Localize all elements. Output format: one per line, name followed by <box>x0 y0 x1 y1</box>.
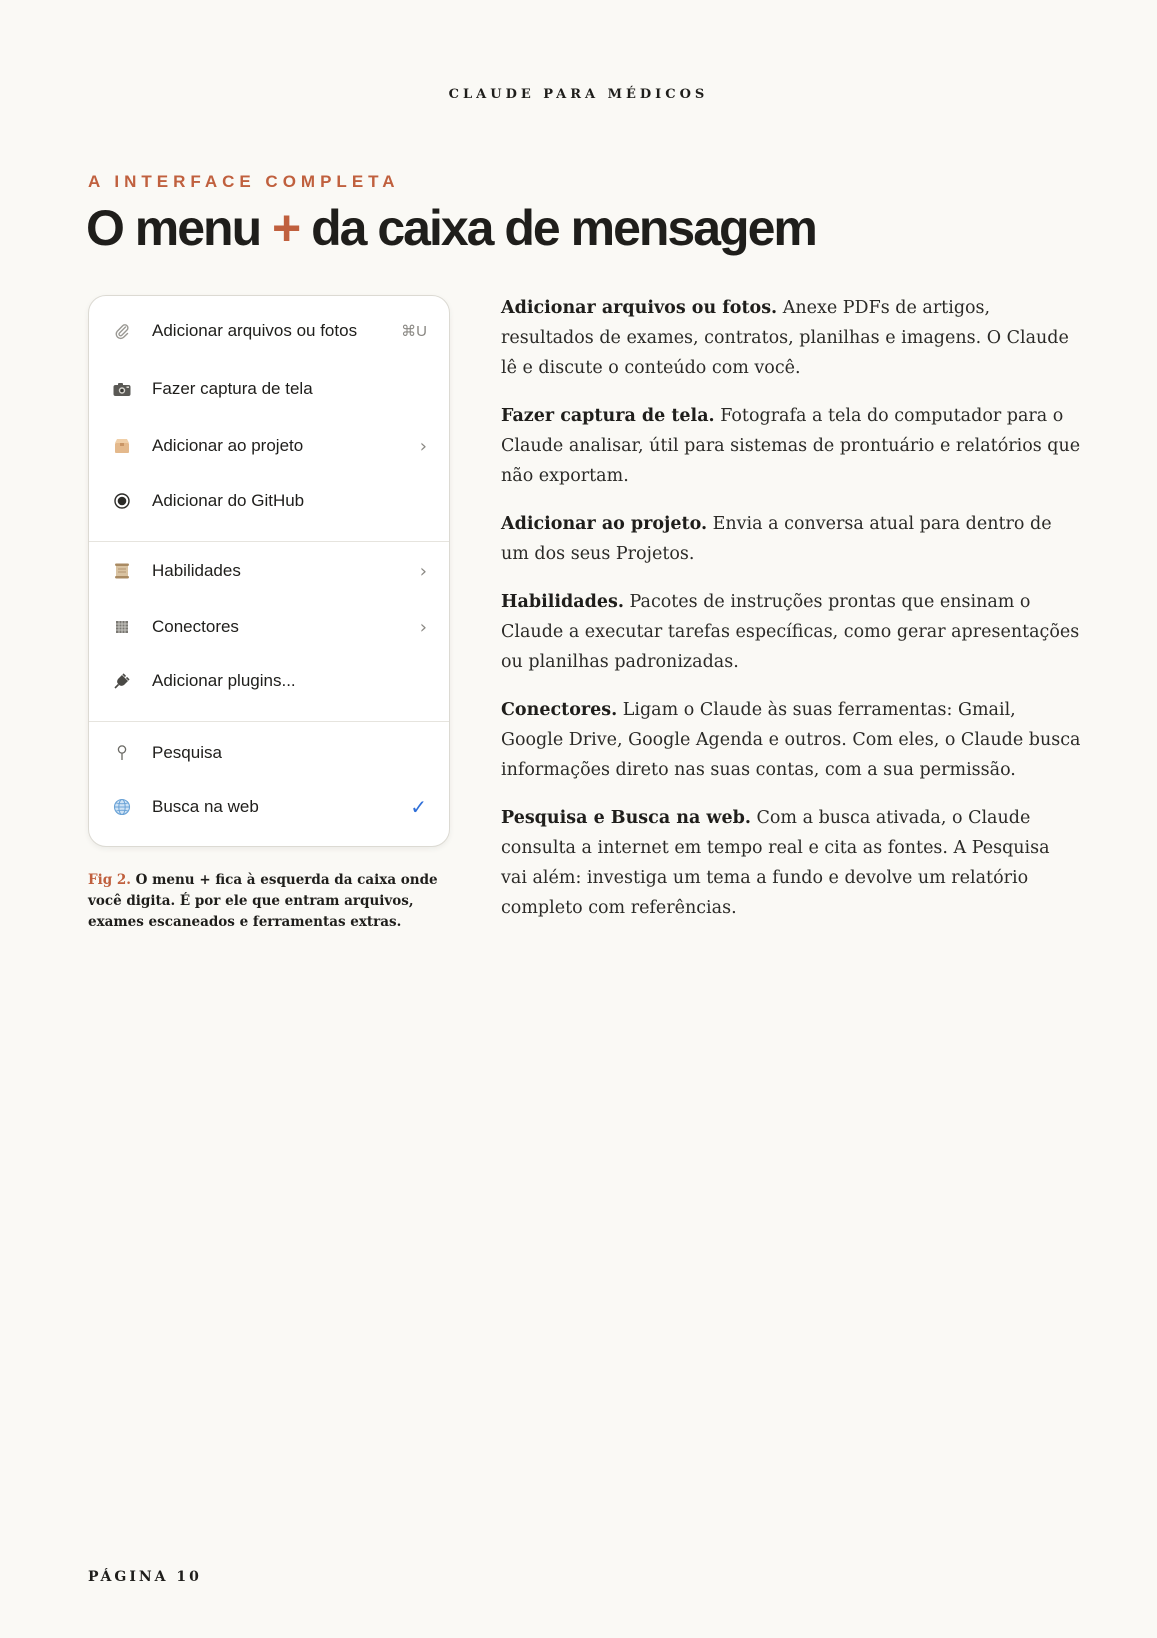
description-term: Habilidades. <box>501 592 624 612</box>
description-term: Adicionar ao projeto. <box>501 514 708 534</box>
title-plus: + <box>272 200 300 256</box>
camera-icon <box>111 378 133 400</box>
description-text: Ligam o Claude às suas ferramentas: Gmail, Google Drive, Google Agenda e outros. Com eles, o Claude busca informações direto nas suas contas, com a sua permissão. <box>501 700 1081 780</box>
description-paragraph <box>501 803 1081 923</box>
section-eyebrow: A INTERFACE COMPLETA <box>88 172 400 191</box>
title-part-after: da caixa de mensagem <box>299 200 816 256</box>
checkmark-icon: ✓ <box>410 795 427 819</box>
page-title <box>86 198 816 258</box>
menu-item-label: Adicionar arquivos ou fotos <box>152 321 358 340</box>
grid-icon <box>111 616 133 638</box>
description-term: Adicionar arquivos ou fotos. <box>501 298 778 318</box>
menu-item-label: Busca na web <box>152 797 259 816</box>
menu-item-add-to-project[interactable] <box>89 424 449 468</box>
menu-item-label: Conectores <box>152 617 239 636</box>
description-paragraph <box>501 293 1081 383</box>
scroll-icon <box>111 560 133 582</box>
chevron-right-icon: › <box>419 560 427 582</box>
github-icon <box>111 490 133 512</box>
description-text: Envia a conversa atual para dentro de um dos seus Projetos. <box>501 514 1052 564</box>
menu-divider <box>89 541 449 542</box>
description-paragraph <box>501 695 1081 785</box>
paperclip-icon <box>111 320 133 342</box>
description-text: Fotografa a tela do computador para o Claude analisar, útil para sistemas de prontuário e relatórios que não exportam. <box>501 406 1081 486</box>
menu-item-label: Adicionar do GitHub <box>152 491 305 510</box>
description-text: Pacotes de instruções prontas que ensinam o Claude a executar tarefas específicas, como gerar apresentações ou planilhas padronizadas. <box>501 592 1080 672</box>
menu-item-research[interactable] <box>89 731 449 775</box>
chevron-right-icon: › <box>419 435 427 457</box>
menu-item-add-plugins[interactable] <box>89 659 449 703</box>
description-term: Pesquisa e Busca na web. <box>501 808 751 828</box>
description-term: Conectores. <box>501 700 618 720</box>
plus-menu <box>88 295 450 847</box>
menu-item-label: Fazer captura de tela <box>152 379 313 398</box>
caption-text: O menu + fica à esquerda da caixa onde você digita. É por ele que entram arquivos, exames escaneados e ferramentas extras. <box>88 872 438 930</box>
menu-item-label: Pesquisa <box>152 743 222 762</box>
figure-caption <box>88 870 458 933</box>
page-number: PÁGINA 10 <box>88 1569 202 1585</box>
menu-item-add-github[interactable] <box>89 479 449 523</box>
shortcut-hint: ⌘U <box>401 323 427 340</box>
description-paragraph <box>501 587 1081 677</box>
figure-label: Fig 2. <box>88 872 131 888</box>
menu-divider <box>89 721 449 722</box>
menu-item-label: Adicionar ao projeto <box>152 436 304 455</box>
title-part-before: O menu <box>86 200 273 256</box>
menu-item-connectors[interactable] <box>89 605 449 649</box>
chevron-right-icon: › <box>419 616 427 638</box>
feature-descriptions <box>501 293 1081 941</box>
description-paragraph <box>501 509 1081 569</box>
pin-icon <box>111 742 133 764</box>
menu-item-web-search[interactable] <box>89 785 449 829</box>
menu-item-add-files[interactable] <box>89 309 449 353</box>
globe-icon <box>111 796 133 818</box>
menu-item-label: Habilidades <box>152 561 241 580</box>
description-text: Anexe PDFs de artigos, resultados de exames, contratos, planilhas e imagens. O Claude lê e discute o conteúdo com você. <box>501 298 1069 378</box>
description-paragraph <box>501 401 1081 491</box>
menu-item-skills[interactable] <box>89 549 449 593</box>
menu-item-label: Adicionar plugins... <box>152 671 296 690</box>
description-term: Fazer captura de tela. <box>501 406 715 426</box>
plug-icon <box>111 670 133 692</box>
menu-item-screenshot[interactable] <box>89 367 449 411</box>
description-text: Com a busca ativada, o Claude consulta a internet em tempo real e cita as fontes. A Pesquisa vai além: investiga um tema a fundo e devolve um relatório completo com referências. <box>501 808 1050 918</box>
running-header: CLAUDE PARA MÉDICOS <box>448 87 709 102</box>
box-icon <box>111 435 133 457</box>
